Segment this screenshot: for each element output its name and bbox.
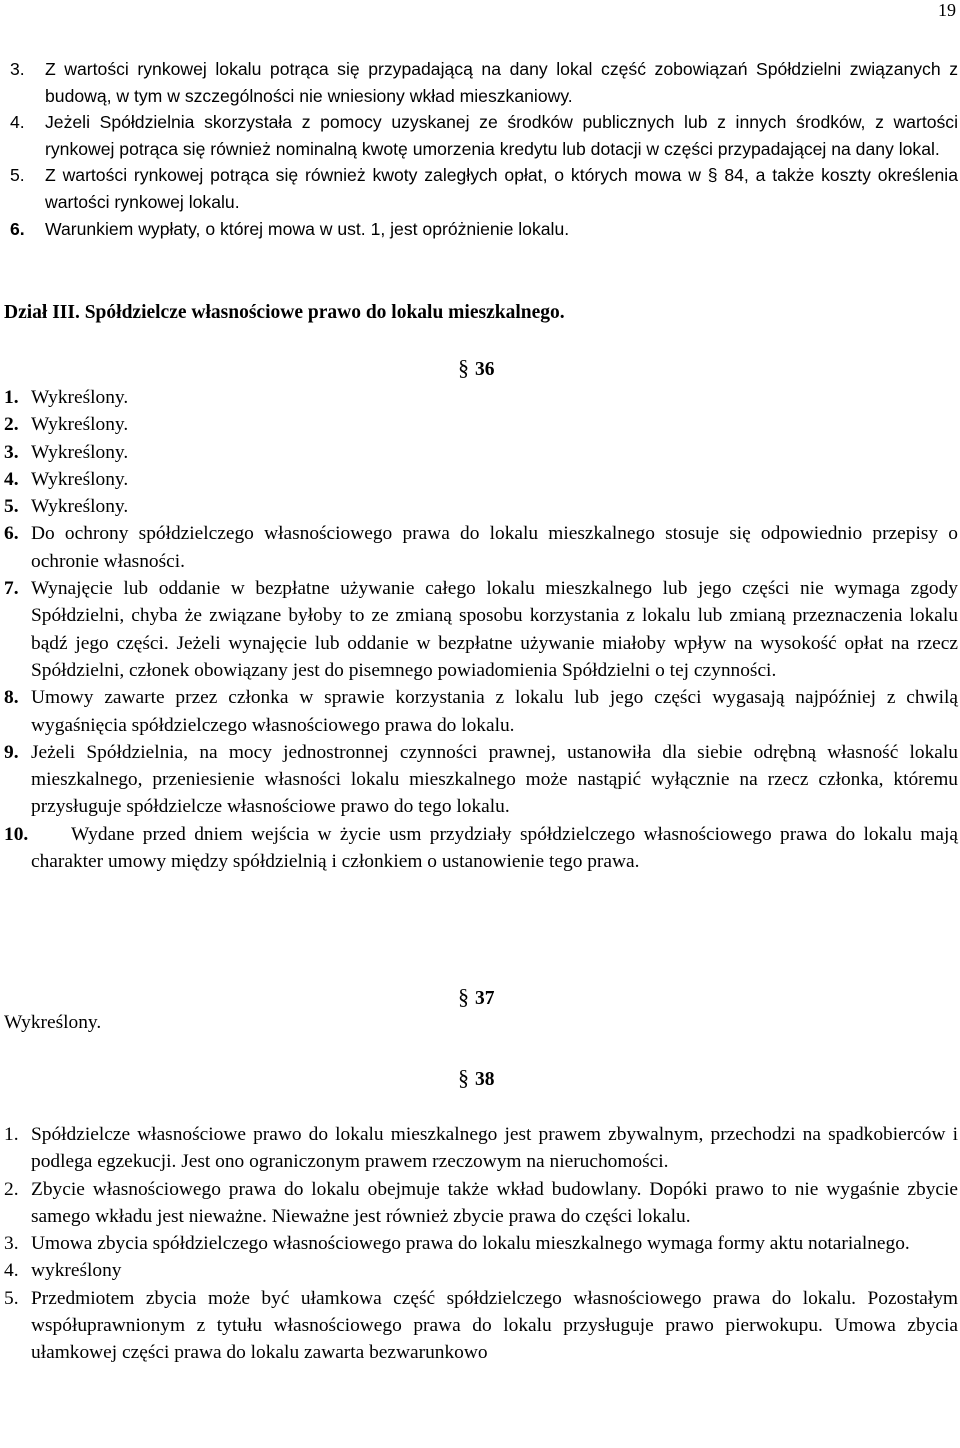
list-item (4, 466, 958, 493)
page-number: 19 (938, 0, 956, 20)
item-number: 3. (4, 1233, 19, 1255)
section-sign-icon: § (458, 355, 469, 380)
item-number: 3. (4, 441, 19, 463)
item-text: Wydane przed dniem wejścia w życie usm przydziały spółdzielczego własnościowego prawa do lokalu mają charakter umowy między spółdzielnią i członkiem o ustanowienie tego prawa. (31, 823, 958, 873)
paragraph-37-heading (458, 984, 495, 1010)
list-item (4, 1257, 958, 1284)
item-text: Wynajęcie lub oddanie w bezpłatne używanie całego lokalu mieszkalnego lub jego części nie wymaga zgody Spółdzielni, chyba że związane byłoby to ze zmianą sposobu korzystania z lokalu lub zmianą przeznaczenia lokalu bądź jego części. Jeżeli wynajęcie lub oddanie w bezpłatne używanie miałoby wpływ na wysokość opłat na rzecz Spółdzielni, członek obowiązany jest do pisemnego powiadomienia Spółdzielni o tej czynności. (31, 578, 958, 681)
item-number: 7. (4, 578, 19, 600)
list-item (4, 493, 958, 520)
paragraph-number: 38 (475, 1069, 495, 1090)
item-text: Warunkiem wypłaty, o której mowa w ust. 1, jest opróżnienie lokalu. (45, 218, 570, 239)
item-text: Jeżeli Spółdzielnia, na mocy jednostronnej czynności prawnej, ustanowiła dla siebie odrębną własność lokalu mieszkalnego, przeniesienie własności lokalu mieszkalnego może nastąpić wyłącznie na rzecz członka, któremu przysługuje spółdzielcze własnościowe prawo do tego lokalu. (31, 741, 958, 818)
list-item (4, 821, 958, 876)
list-item (4, 1176, 958, 1231)
item-number: 5. (4, 1287, 19, 1309)
item-text: Wykreślony. (31, 441, 129, 463)
item-number: 5. (10, 165, 25, 186)
section-heading: Dział III. Spółdzielcze własnościowe prawo do lokalu mieszkalnego. (4, 302, 565, 323)
paragraph-number: 36 (475, 359, 495, 380)
item-text: Przedmiotem zbycia może być ułamkowa część spółdzielczego własnościowego prawa do lokalu. Pozostałym współuprawnionym z tytułu własnościowego prawa do lokalu przysługuje prawo pierwokupu. Umowa zbycia ułamkowej części prawa do lokalu zawarta bezwarunkowo (31, 1287, 958, 1364)
paragraph-37-text: Wykreślony. (4, 1012, 102, 1033)
paragraph-36-heading (458, 355, 495, 381)
list-item (4, 1230, 958, 1257)
paragraph-38-heading (458, 1065, 495, 1091)
item-text: Wykreślony. (31, 387, 129, 408)
list-item (4, 384, 958, 411)
section-sign-icon: § (458, 984, 469, 1009)
item-number: 6. (10, 218, 25, 239)
list-item (4, 411, 958, 438)
item-number: 6. (4, 523, 19, 545)
list-item (4, 684, 958, 739)
paragraph-number: 37 (475, 988, 495, 1009)
item-number: 2. (4, 414, 19, 436)
item-number: 1. (4, 387, 19, 408)
section-sign-icon: § (458, 1065, 469, 1090)
item-text: Umowy zawarte przez członka w sprawie korzystania z lokalu lub jego części wygasają najpóźniej z chwilą wygaśnięcia spółdzielczego własnościowego prawa do lokalu. (31, 687, 958, 736)
list-item (4, 1121, 958, 1176)
item-number: 4. (4, 1260, 19, 1282)
item-number: 3. (10, 59, 25, 79)
item-text: Jeżeli Spółdzielnia skorzystała z pomocy uzyskanej ze środków publicznych lub z innych środków, z wartości rynkowej potrąca się również nominalną kwotę umorzenia kredytu lub dotacji w części przypadającej na dany lokal. (45, 112, 958, 159)
item-text: wykreślony (31, 1260, 122, 1282)
item-text: Umowa zbycia spółdzielczego własnościowego prawa do lokalu mieszkalnego wymaga formy aktu notarialnego. (31, 1233, 910, 1255)
item-number: 9. (4, 741, 19, 763)
item-number: 5. (4, 496, 19, 518)
list-item (4, 520, 958, 575)
item-text: Z wartości rynkowej lokalu potrąca się przypadającą na dany lokal część zobowiązań Spółdzielni związanych z budową, w tym w szczególności nie wniesiony wkład mieszkaniowy. (45, 59, 958, 106)
item-number: 10. (4, 823, 29, 845)
list-item (4, 739, 958, 821)
list-item (4, 1285, 958, 1367)
paragraph-38-list (4, 1121, 958, 1367)
list-item (4, 439, 958, 466)
item-text: Zbycie własnościowego prawa do lokalu obejmuje także wkład budowlany. Dopóki prawo to nie wygaśnie zbycie samego wkładu jest nieważne. Nieważne jest również zbycie prawa do części lokalu. (31, 1178, 958, 1227)
item-text: Z wartości rynkowej potrąca się również kwoty zaległych opłat, o których mowa w § 84, a także koszty określenia wartości rynkowej lokalu. (45, 165, 958, 212)
item-number: 2. (4, 1178, 19, 1200)
list-item (4, 575, 958, 684)
list-item (10, 109, 958, 162)
item-text: Spółdzielcze własnościowe prawo do lokalu mieszkalnego jest prawem zbywalnym, przechodzi na spadkobierców i podlega egzekucji. Jest ono ograniczonym prawem rzeczowym na nieruchomości. (31, 1124, 958, 1173)
item-number: 8. (4, 687, 19, 709)
list-item (10, 216, 958, 243)
paragraph-36-list (4, 384, 958, 875)
item-text: Do ochrony spółdzielczego własnościowego prawa do lokalu mieszkalnego stosuje się odpowiednio przepisy o ochronie własności. (31, 523, 958, 572)
list-item (10, 56, 958, 109)
list-item (10, 162, 958, 215)
item-number: 1. (4, 1124, 19, 1145)
item-text: Wykreślony. (31, 496, 129, 518)
item-text: Wykreślony. (31, 468, 129, 490)
item-number: 4. (4, 468, 19, 490)
item-number: 4. (10, 112, 25, 133)
item-text: Wykreślony. (31, 414, 129, 436)
top-list (10, 56, 958, 242)
